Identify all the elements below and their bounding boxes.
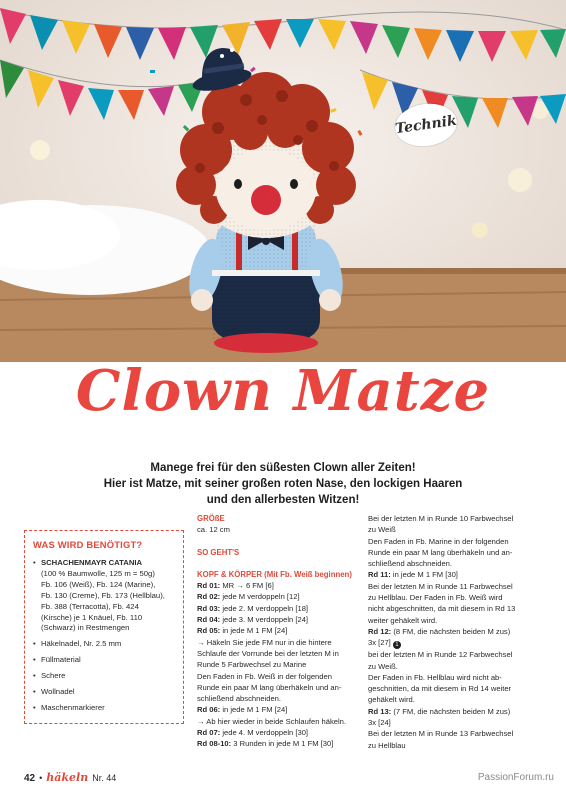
materials-item-line: Fb. 130 (Creme), Fb. 173 (Hellblau), (41, 590, 165, 600)
instruction-text: (7 FM, die nächsten beiden M zus) (391, 706, 511, 716)
bullet-separator: • (39, 773, 43, 783)
instruction-text: Bei der letzten M in Runde 10 Farbwechsel (368, 514, 514, 523)
round-label: Rd 01: (197, 581, 221, 591)
instruction-row (197, 625, 357, 636)
instruction-row (368, 694, 534, 705)
instruction-row (197, 693, 357, 704)
materials-item-line: (Schwarz) in Restmengen (41, 623, 130, 633)
page-title: Clown Matze (75, 358, 491, 424)
magazine-name: häkeln (46, 771, 89, 784)
technik-badge: Technik (392, 100, 459, 150)
instruction-row (368, 672, 534, 683)
instruction-text: 3x [24] (368, 718, 391, 728)
round-label: Rd 05: (197, 626, 221, 636)
instruction-text: MR → 6 FM [6] (220, 581, 274, 591)
materials-item-line: • Wollnadel (41, 687, 75, 697)
instruction-text: jede 3. M verdoppeln [24] (220, 615, 309, 625)
instruction-text: → Häkeln Sie jede FM nur in die hintere (197, 637, 332, 647)
instruction-text: Bei der letzten M in Runde 13 Farbwechsel (368, 729, 514, 739)
instruction-rows (368, 513, 534, 751)
materials-box (24, 530, 184, 724)
instruction-text: Der Faden in Fb. Hellblau wird nicht ab- (368, 672, 502, 682)
clown-amigurumi-illustration (0, 0, 566, 362)
watermark: PassionForum.ru (477, 772, 554, 783)
instruction-text: schließend abschneiden. (368, 559, 453, 569)
intro-text (40, 460, 526, 508)
instruction-text: zu Weiß (368, 525, 396, 535)
instruction-row (368, 637, 534, 649)
materials-item (33, 655, 175, 666)
instruction-text: Runde 5 Farbwechsel zu Marine (197, 660, 307, 670)
instruction-text: schließend abschneiden. (197, 694, 282, 704)
intro-line: und den allerbesten Witzen! (206, 494, 360, 506)
instruction-row (197, 682, 357, 693)
instruction-text: zu Hellblau. Der Faden in Fb. Weiß wird (368, 593, 503, 603)
materials-item (33, 558, 175, 634)
round-label: Rd 08-10: (197, 739, 232, 749)
instruction-text: zu Hellblau (368, 740, 406, 750)
footnote-marker-icon: 1 (393, 641, 401, 649)
materials-item-line: Fb. 106 (Weiß), Fb. 124 (Marine), (41, 579, 156, 589)
instruction-text: Runde ein paar M lang überhäkeln und an- (368, 547, 513, 557)
instruction-text: Bei der letzten M in Runde 11 Farbwechsel (368, 581, 513, 591)
instruction-text: weiter gehäkelt wird. (368, 615, 438, 625)
page-footer (24, 771, 116, 784)
instruction-text: jede 4. M verdoppeln [30] (220, 728, 309, 738)
instruction-row (368, 649, 534, 660)
materials-item-line: (Kirsche) je 1 Knäuel, Fb. 110 (41, 612, 143, 622)
instruction-row (197, 704, 357, 715)
size-value: ca. 12 cm (197, 525, 230, 535)
instruction-text: Den Faden in Fb. Marine in der folgenden (368, 536, 509, 546)
instruction-text: Runde ein paar M lang überhäkeln und an- (197, 682, 342, 692)
materials-list (33, 558, 175, 714)
intro-line: Manege frei für den süßesten Clown aller Zeiten! (150, 462, 416, 474)
instruction-row (197, 716, 357, 727)
materials-item-line: • Füllmaterial (41, 655, 81, 665)
instruction-row (368, 717, 534, 728)
round-label: Rd 02: (197, 592, 221, 602)
round-label: Rd 03: (197, 603, 221, 613)
instruction-text: zu Weiß. (368, 661, 398, 671)
instruction-text: (8 FM, die nächsten beiden M zus) (391, 626, 511, 636)
section-heading: KOPF & KÖRPER (Mit Fb. Weiß beginnen) (197, 569, 352, 579)
instruction-row (368, 581, 534, 592)
instruction-row (197, 727, 357, 738)
instruction-text: in jede M 1 FM [24] (220, 626, 288, 636)
instruction-row (368, 603, 534, 614)
instruction-row (197, 603, 357, 614)
instruction-row (368, 569, 534, 580)
intro-line: Hier ist Matze, mit seiner großen roten Nase, den lockigen Haaren (103, 478, 463, 490)
instruction-text: Schlaufe der Vorrunde bei der letzten M in (197, 648, 339, 658)
round-label: Rd 13: (368, 706, 392, 716)
instruction-row (368, 513, 534, 524)
instruction-row (368, 661, 534, 672)
instruction-row (197, 671, 357, 682)
instruction-row (368, 592, 534, 603)
instruction-row (368, 683, 534, 694)
instruction-text: in jede M 1 FM [24] (220, 705, 288, 715)
instruction-text: 3x [27] (368, 638, 391, 648)
round-label: Rd 07: (197, 728, 221, 738)
round-label: Rd 12: (368, 626, 392, 636)
instruction-row (368, 615, 534, 626)
size-heading: GRÖßE (197, 514, 225, 523)
instruction-row (197, 648, 357, 659)
instruction-row (197, 580, 357, 591)
instruction-row (368, 524, 534, 535)
materials-item (33, 671, 175, 682)
instruction-text: in jede M 1 FM [30] (390, 570, 458, 580)
instruction-text: 3 Runden in jede M 1 FM [30] (231, 739, 334, 749)
hero-photo (0, 0, 566, 362)
instruction-rows (197, 580, 357, 749)
instruction-row (368, 740, 534, 751)
materials-item (33, 703, 175, 714)
materials-item-line: Fb. 388 (Terracotta), Fb. 424 (41, 601, 139, 611)
instruction-row (197, 659, 357, 670)
materials-item-line: • Häkelnadel, Nr. 2.5 mm (41, 639, 122, 649)
instruction-row (368, 536, 534, 547)
instruction-row (368, 558, 534, 569)
instruction-text: jede 2. M verdoppeln [18] (220, 603, 309, 613)
instruction-text: → Ab hier wieder in beide Schlaufen häkeln. (197, 716, 347, 726)
materials-item-line: • Schere (41, 671, 66, 681)
howto-heading: SO GEHT'S (197, 547, 240, 557)
materials-item-title: • SCHACHENMAYR CATANIA (41, 558, 143, 567)
instruction-row (368, 728, 534, 739)
round-label: Rd 11: (368, 570, 391, 580)
instruction-text: jede M verdoppeln [12] (220, 592, 300, 602)
instruction-row (197, 738, 357, 749)
instruction-text: bei der letzten M in Runde 12 Farbwechsel (368, 650, 513, 660)
instruction-row (197, 637, 357, 648)
instruction-text: geschnitten, da mit diesem in Rd 14 weiter (368, 684, 512, 694)
materials-item-line: (100 % Baumwolle, 125 m = 50g) (41, 568, 155, 578)
instruction-row (197, 614, 357, 625)
materials-item (33, 687, 175, 698)
instruction-text: nicht abgeschnitten, da mit diesem in Rd 13 (368, 604, 516, 614)
instruction-text: Den Faden in Fb. Weiß in der folgenden (197, 671, 332, 681)
instructions-column-middle (197, 513, 357, 750)
instruction-row (368, 547, 534, 558)
instructions-column-right (368, 513, 534, 751)
round-label: Rd 06: (197, 705, 221, 715)
instruction-text: gehäkelt wird. (368, 695, 415, 705)
instruction-row (197, 591, 357, 602)
instruction-row (368, 626, 534, 637)
materials-item-line: • Maschenmarkierer (41, 702, 105, 712)
materials-heading: WAS WIRD BENÖTIGT? (33, 539, 143, 550)
round-label: Rd 04: (197, 615, 221, 625)
instruction-row (368, 706, 534, 717)
page-number: 42 (24, 773, 36, 784)
issue-number: Nr. 44 (92, 773, 117, 783)
materials-item (33, 639, 175, 650)
